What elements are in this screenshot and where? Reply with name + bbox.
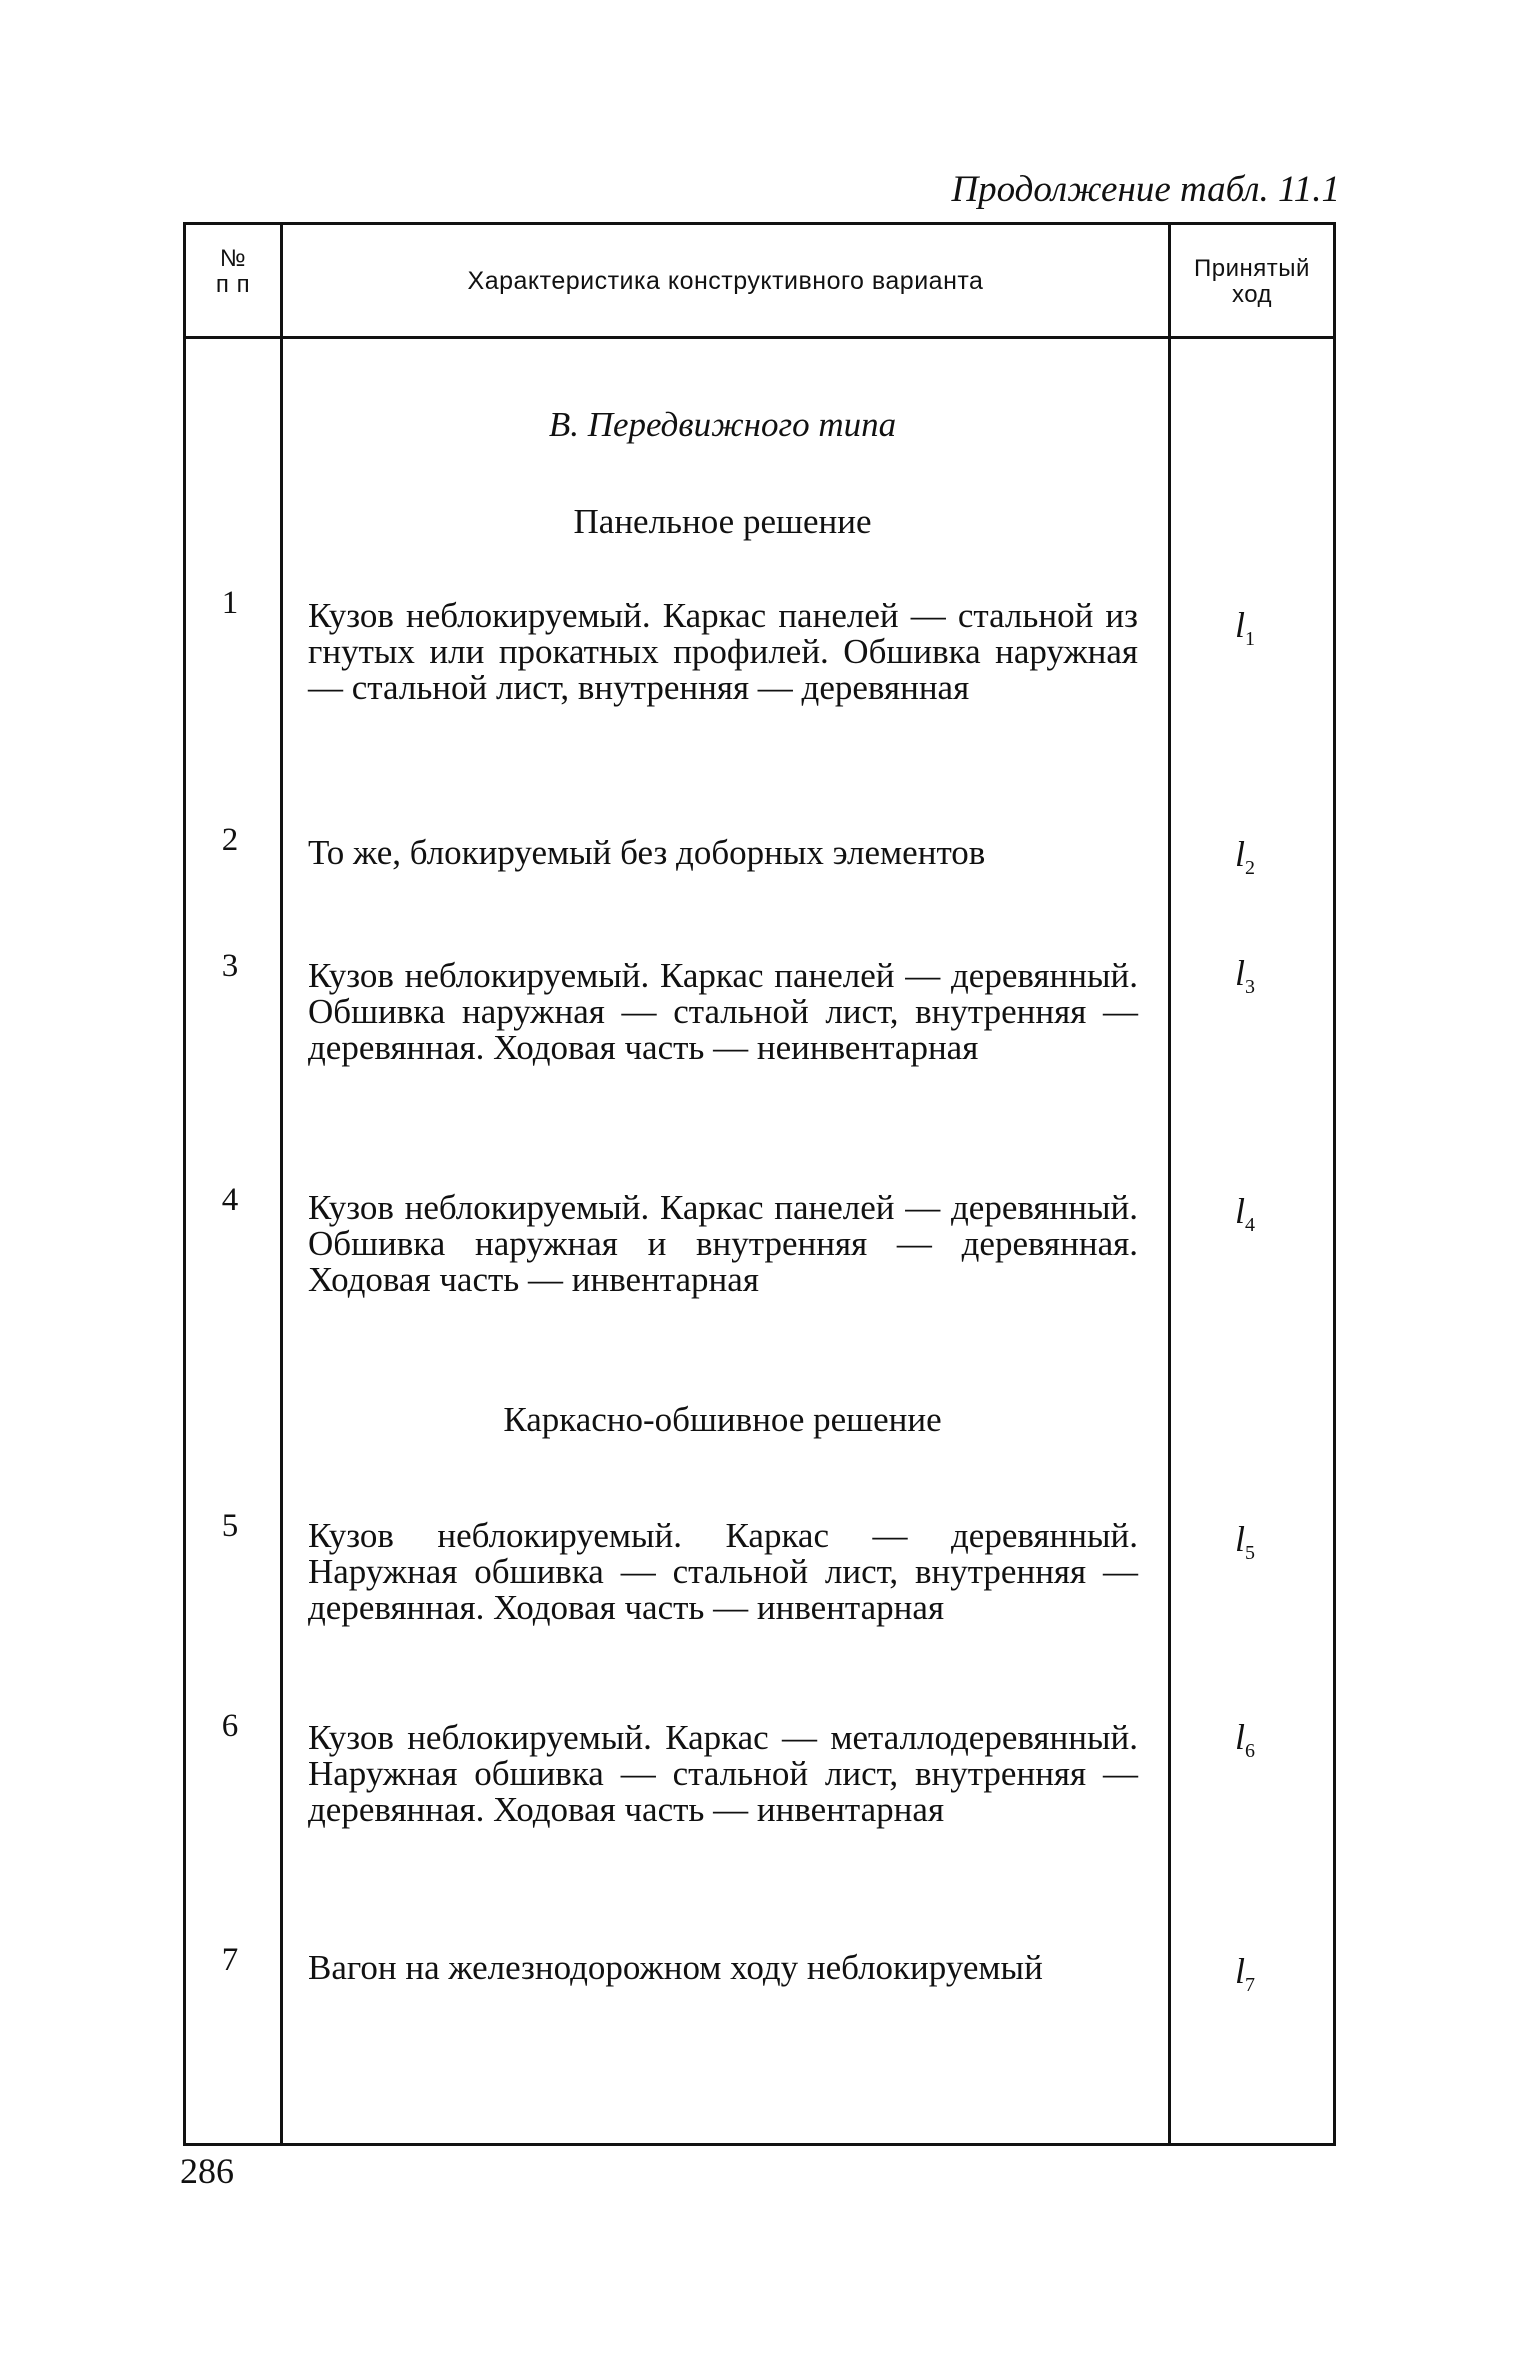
header-bottom-rule	[183, 336, 1336, 339]
table-top-rule	[183, 222, 1336, 225]
row-code: $l_6$	[1234, 1717, 1255, 1763]
header-description: Характеристика конструктивного варианта	[467, 267, 984, 295]
table-right-border	[1333, 222, 1336, 2146]
row-code: $l_4$	[1234, 1191, 1255, 1237]
table-bottom-rule	[183, 2143, 1336, 2146]
row-number: 2	[221, 822, 239, 858]
header-num: № п п	[215, 245, 251, 298]
table-caption: Продолжение табл. 11.1	[951, 169, 1340, 210]
row-code: $l_1$	[1234, 605, 1255, 651]
row-description: Кузов неблокируемый. Каркас панелей — деревянный. Обшивка наружная — стальной лист, внутренняя — деревянная. Ходовая часть — неинвентарная	[308, 956, 1138, 1067]
subsection-title-panel: Панельное решение	[573, 502, 872, 541]
row-description: Вагон на железнодорожном ходу неблокируемый	[308, 1948, 1043, 1987]
row-code: $l_7$	[1234, 1951, 1255, 1997]
column-divider-code	[1168, 222, 1171, 2146]
row-description: То же, блокируемый без доборных элементов	[308, 833, 986, 872]
section-title: В. Передвижного типа	[548, 405, 897, 444]
page-number: 286	[180, 2151, 234, 2191]
row-number: 5	[221, 1508, 239, 1544]
header-accepted: Принятый ход	[1194, 255, 1310, 308]
row-description: Кузов неблокируемый. Каркас — деревянный. Наружная обшивка — стальной лист, внутренняя — деревянная. Ходовая часть — инвентарная	[308, 1516, 1138, 1627]
row-number: 6	[221, 1708, 239, 1744]
row-number: 4	[221, 1182, 239, 1218]
row-description: Кузов неблокируемый. Каркас панелей — деревянный. Обшивка наружная и внутренняя — деревянная. Ходовая часть — инвентарная	[308, 1188, 1138, 1299]
row-description: Кузов неблокируемый. Каркас панелей — стальной из гнутых или прокатных профилей. Обшивка наружная — стальной лист, внутренняя — деревянная	[308, 596, 1138, 707]
column-divider-num	[280, 222, 283, 2146]
subsection-title-frame: Каркасно-обшивное решение	[503, 1400, 942, 1439]
row-number: 7	[221, 1942, 239, 1978]
row-number: 1	[221, 585, 239, 621]
row-code: $l_5$	[1234, 1519, 1255, 1565]
row-description: Кузов неблокируемый. Каркас — металлодеревянный. Наружная обшивка — стальной лист, внутренняя — деревянная. Ходовая часть — инвентарная	[308, 1718, 1138, 1829]
row-code: $l_2$	[1234, 834, 1255, 880]
row-code: $l_3$	[1234, 953, 1255, 999]
row-number: 3	[221, 948, 239, 984]
